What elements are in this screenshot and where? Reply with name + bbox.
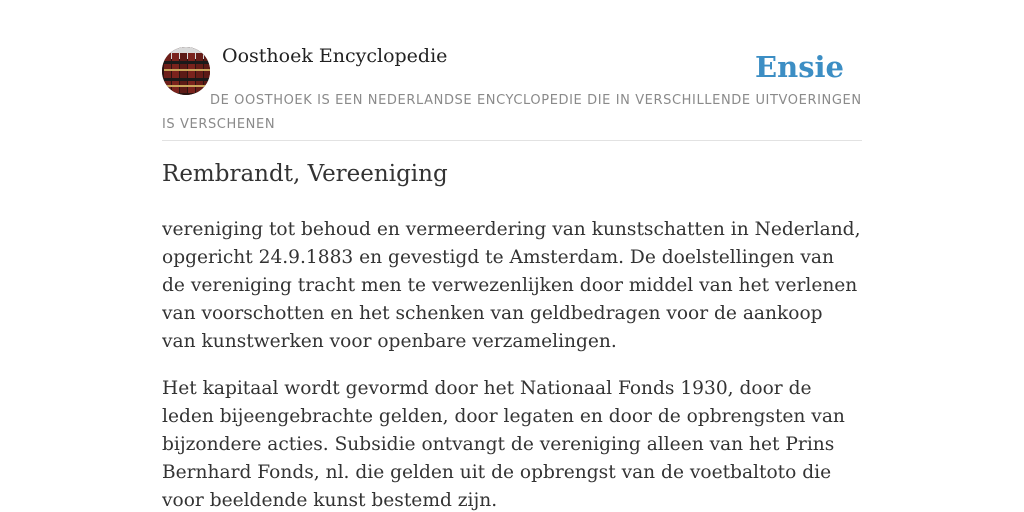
ensie-logo-link[interactable]: Ensie: [755, 50, 844, 84]
article-title: Rembrandt, Vereeniging: [162, 161, 448, 187]
publisher-name[interactable]: Oosthoek Encyclopedie: [222, 45, 448, 67]
book-spines-icon: [162, 47, 210, 95]
site-header: [162, 0, 862, 141]
article-paragraph-1: vereniging tot behoud en vermeerdering van kunstschatten in Nederland, opgericht 24.9.1883 en gevestigd te Amsterdam. De doelstellingen van de vereniging tracht men te verwezenlijken door middel van het verlenen van voorschotten en het schenken van geldbedragen voor de aankoop van kunstwerken voor openbare verzamelingen.: [162, 219, 861, 352]
article-paragraph-2: Het kapitaal wordt gevormd door het Nationaal Fonds 1930, door de leden bijeengebrachte gelden, door legaten en door de opbrengsten van bijzondere acties. Subsidie ontvangt de vereniging alleen van het Prins Bernhard Fonds, nl. die gelden uit de opbrengst van de voetbaltoto die voor beeldende kunst bestemd zijn.: [162, 378, 845, 511]
page-container: [162, 0, 862, 512]
publisher-tagline: DE OOSTHOEK IS EEN NEDERLANDSE ENCYCLOPEDIE DIE IN VERSCHILLENDE UITVOERINGEN IS VERSCHENEN: [162, 93, 862, 132]
publisher-avatar[interactable]: [162, 47, 210, 95]
